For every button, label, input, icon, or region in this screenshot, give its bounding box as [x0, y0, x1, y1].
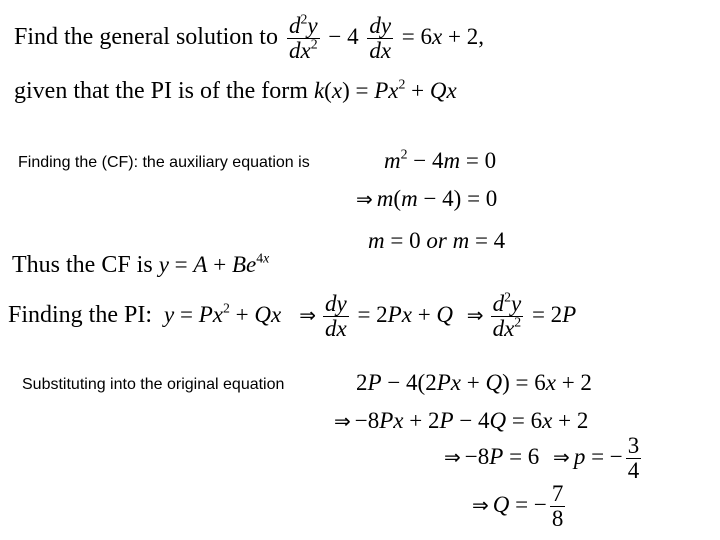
- problem-intro-text: Find the general solution to: [14, 23, 278, 50]
- cf-result: [12, 252, 269, 279]
- q-value-fraction: $\frac{7}{8}$: [551, 481, 564, 532]
- pi-trial-expression: $y = Px^2 + Qx$: [164, 300, 282, 327]
- pi-derivation: [8, 289, 577, 342]
- pi-form-intro-text: given that the PI is of the form: [14, 78, 308, 104]
- sub-step-3: ⇒ −8P = 6 ⇒ p = − $\frac{3}{4}$: [444, 433, 640, 484]
- sub-step-2: ⇒ −8Px + 2P − 4Q = 6x + 2: [334, 408, 589, 433]
- implies-arrow-icon: ⇒: [444, 444, 461, 469]
- cf-expression: $y = A + Be^{4x}$: [158, 250, 270, 277]
- aux-eq-1: $m^2 - 4m = 0$: [384, 146, 497, 173]
- implies-arrow-icon: ⇒: [299, 302, 316, 327]
- pi-form-expression: $k(x) = Px^2 + Qx$: [313, 76, 457, 103]
- pi-first-derivative: ⇒ $\frac{dy}{dx}$ = 2Px + Q: [299, 291, 454, 342]
- second-derivative-fraction: $\frac{d^2y}{dx^2}$: [288, 11, 318, 64]
- p-value-fraction: $\frac{3}{4}$: [627, 433, 640, 484]
- cf-result-text: Thus the CF is: [12, 252, 153, 278]
- pi-label: Finding the PI:: [8, 301, 153, 328]
- aux-eq-2: ⇒ m(m − 4) = 0: [356, 186, 498, 211]
- substitution-label: Substituting into the original equation: [22, 376, 285, 393]
- first-derivative-fraction: $\frac{dy}{dx}$: [369, 13, 392, 64]
- differential-equation: $\frac{d^2y}{dx^2}$ − 4 $\frac{dy}{dx}$ = 6x + 2,: [288, 11, 484, 64]
- implies-arrow-icon: ⇒: [356, 187, 373, 211]
- implies-arrow-icon: ⇒: [466, 302, 484, 327]
- implies-arrow-icon: ⇒: [334, 409, 351, 433]
- problem-line-1: [14, 11, 484, 64]
- cf-label: Finding the (CF): the auxiliary equation is: [18, 154, 310, 171]
- pi-second-derivative: ⇒ $\frac{d^2y}{dx^2}$ = 2P: [466, 289, 577, 342]
- implies-arrow-icon: ⇒: [553, 444, 570, 469]
- sub-step-4: ⇒ Q = − $\frac{7}{8}$: [472, 481, 564, 532]
- problem-line-2: [14, 78, 457, 105]
- implies-arrow-icon: ⇒: [472, 492, 489, 517]
- sub-step-1: 2P − 4(2Px + Q) = 6x + 2: [356, 370, 592, 395]
- aux-eq-3: m = 0 or m = 4: [368, 228, 506, 253]
